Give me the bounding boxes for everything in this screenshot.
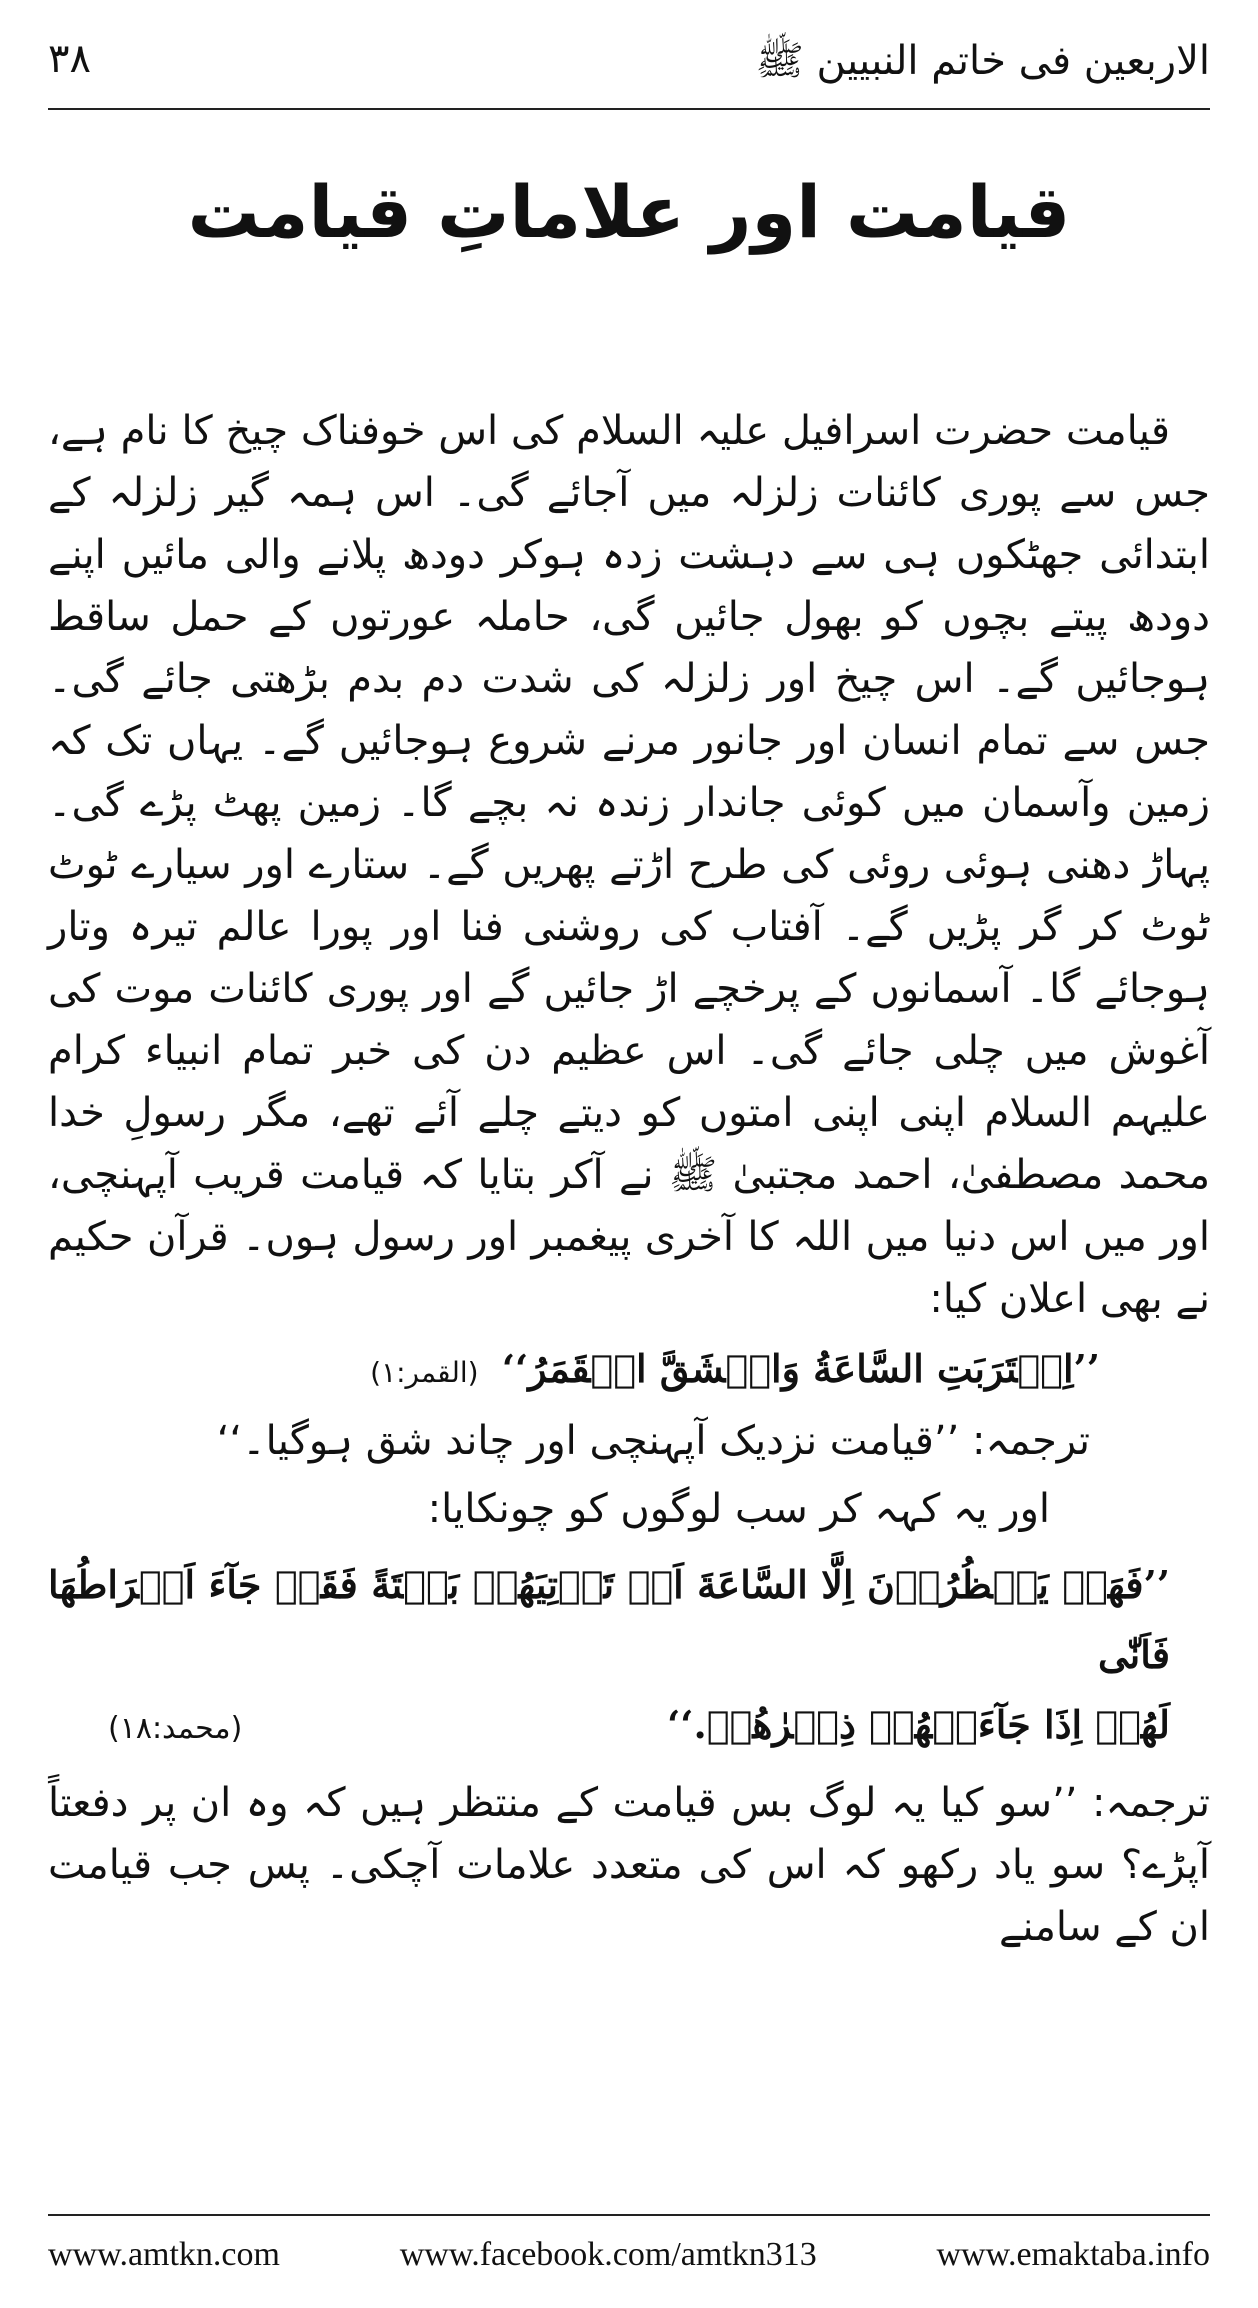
page-footer <box>48 2230 1210 2280</box>
quran-quote <box>48 1338 1210 1404</box>
quote-reference: (محمد:۱۸) <box>108 1711 243 1746</box>
paragraph: قیامت حضرت اسرافیل علیہ السلام کی اس خوفناک چیخ کا نام ہے، جس سے پوری کائنات زلزلہ میں آجائے گی۔ اس ہمہ گیر زلزلہ کے ابتدائی جھٹکوں ہی سے دہشت زدہ ہوکر دودھ پلانے والی مائیں اپنے دودھ پیتے بچوں کو بھول جائیں گی، حاملہ عورتوں کے حمل ساقط ہوجائیں گے۔ اس چیخ اور زلزلہ کی شدت دم بدم بڑھتی جائے گی۔ جس سے تمام انسان اور جانور مرنے شروع ہوجائیں گے۔ یہاں تک کہ زمین وآسمان میں کوئی جاندار زندہ نہ بچے گا۔ زمین پھٹ پڑے گی۔ پہاڑ دھنی ہوئی روئی کی طرح اڑتے پھریں گے۔ ستارے اور سیارے ٹوٹ ٹوٹ کر گر پڑیں گے۔ آفتاب کی روشنی فنا اور پورا عالم تیرہ وتار ہوجائے گا۔ آسمانوں کے پرخچے اڑ جائیں گے اور پوری کائنات موت کی آغوش میں چلی جائے گی۔ اس عظیم دن کی خبر تمام انبیاء کرام علیہم السلام اپنی اپنی امتوں کو دیتے چلے آئے تھے، مگر رسولِ خدا محمد مصطفیٰ، احمد مجتبیٰ ﷺ نے آکر بتایا کہ قیامت قریب آپہنچی، اور میں اس دنیا میں اللہ کا آخری پیغمبر اور رسول ہوں۔ قرآن حکیم نے بھی اعلان کیا: <box>48 408 1210 1322</box>
quote-arabic-line-2: لَهُمۡ اِذَا جَآءَتۡهُمۡ ذِكۡرٰهُمۡ.‘‘ <box>667 1702 1170 1747</box>
translation: ترجمہ: ’’قیامت نزدیک آپہنچی اور چاند شق ہوگیا۔‘‘ <box>216 1418 1090 1464</box>
quote-line-2 <box>48 1690 1170 1764</box>
quran-quote-block <box>48 1550 1210 1764</box>
footer-link-amtkn[interactable]: www.amtkn.com <box>48 2236 280 2273</box>
running-title: الاربعین فی خاتم النبیین ﷺ <box>755 38 1210 84</box>
footer-link-facebook[interactable]: www.facebook.com/amtkn313 <box>399 2236 817 2273</box>
quote-reference: (القمر:۱) <box>370 1356 479 1389</box>
header-divider <box>48 108 1210 110</box>
quote-arabic: ’’اِقۡتَرَبَتِ السَّاعَةُ وَانۡشَقَّ الۡقَمَرُ‘‘ <box>501 1346 1100 1391</box>
translation: ترجمہ: ’’سو کیا یہ لوگ بس قیامت کے منتظر ہیں کہ وہ ان پر دفعتاً آپڑے؟ سو یاد رکھو کہ اس کی متعدد علامات آچکی۔ پس جب قیامت ان کے سامنے <box>48 1780 1210 1950</box>
chapter-title: قیامت اور علاماتِ قیامت <box>187 170 1071 254</box>
lead-in-text: اور یہ کہہ کر سب لوگوں کو چونکایا: <box>427 1486 1050 1532</box>
footer-divider <box>48 2214 1210 2216</box>
page-header <box>48 30 1210 100</box>
quote-arabic-line-1: ’’فَهَلۡ يَنۡظُرُوۡنَ اِلَّا السَّاعَةَ اَنۡ تَاۡتِيَهُمۡ بَغۡتَةً فَقَدۡ جَآءَ اَشۡرَاطُهَا فَاَنّٰى <box>48 1562 1170 1677</box>
body-text <box>48 400 1210 1958</box>
page-number: ۳۸ <box>48 36 91 82</box>
footer-link-emaktaba[interactable]: www.emaktaba.info <box>936 2236 1210 2273</box>
